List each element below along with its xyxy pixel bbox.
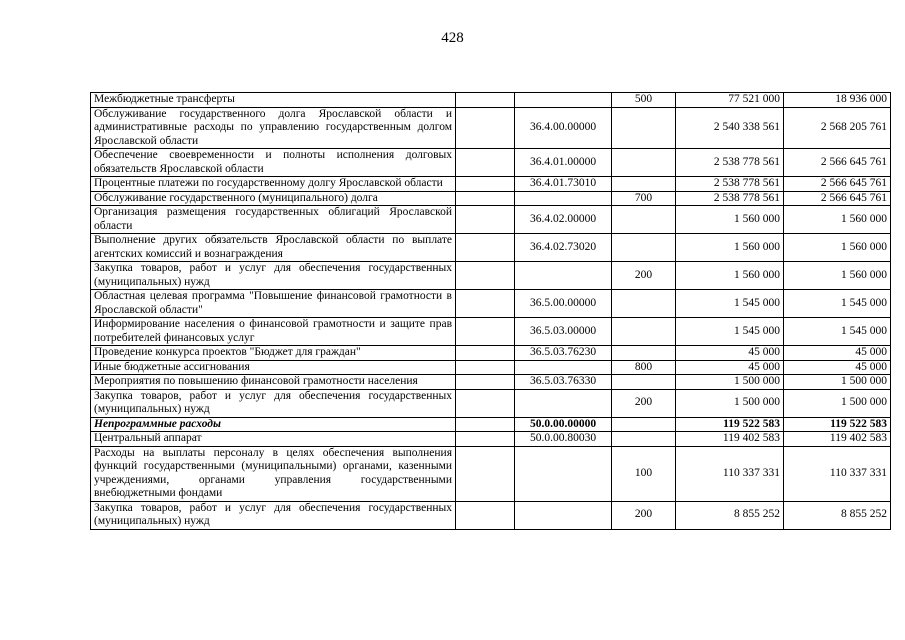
row-type-cell [612, 318, 676, 346]
table-row [91, 375, 891, 390]
row-name-cell: Выполнение других обязательств Ярославской области по выплате агентских комиссий и вознаграждения [91, 234, 456, 262]
row-sum-second-cell: 1 560 000 [784, 206, 891, 234]
row-blank-cell [456, 432, 515, 447]
row-blank-cell [456, 417, 515, 432]
budget-table-body [91, 93, 891, 530]
row-type-cell: 800 [612, 360, 676, 375]
row-type-cell [612, 432, 676, 447]
row-sum-second-cell: 2 566 645 761 [784, 191, 891, 206]
row-sum-first-cell: 1 500 000 [676, 375, 784, 390]
row-name-cell: Информирование населения о финансовой грамотности и защите прав потребителей финансовых услуг [91, 318, 456, 346]
row-name-cell: Закупка товаров, работ и услуг для обеспечения государственных (муниципальных) нужд [91, 262, 456, 290]
row-name-cell: Непрограммные расходы [91, 417, 456, 432]
row-type-cell: 500 [612, 93, 676, 108]
row-sum-first-cell: 1 560 000 [676, 262, 784, 290]
row-blank-cell [456, 375, 515, 390]
row-blank-cell [456, 206, 515, 234]
row-name-cell: Проведение конкурса проектов "Бюджет для граждан" [91, 346, 456, 361]
row-code-cell: 36.5.00.00000 [515, 290, 612, 318]
row-sum-second-cell: 45 000 [784, 346, 891, 361]
row-sum-first-cell: 2 538 778 561 [676, 177, 784, 192]
row-sum-second-cell: 2 568 205 761 [784, 107, 891, 149]
row-sum-first-cell: 119 402 583 [676, 432, 784, 447]
row-sum-first-cell: 1 560 000 [676, 234, 784, 262]
row-type-cell: 100 [612, 446, 676, 501]
row-sum-first-cell: 2 538 778 561 [676, 149, 784, 177]
row-sum-first-cell: 2 538 778 561 [676, 191, 784, 206]
table-row [91, 191, 891, 206]
row-name-cell: Закупка товаров, работ и услуг для обеспечения государственных (муниципальных) нужд [91, 501, 456, 529]
table-row [91, 501, 891, 529]
row-sum-first-cell: 45 000 [676, 346, 784, 361]
row-code-cell [515, 446, 612, 501]
row-code-cell: 36.4.01.00000 [515, 149, 612, 177]
table-row [91, 206, 891, 234]
row-blank-cell [456, 191, 515, 206]
table-row [91, 93, 891, 108]
row-sum-first-cell: 1 545 000 [676, 290, 784, 318]
table-row [91, 346, 891, 361]
row-code-cell [515, 501, 612, 529]
row-code-cell [515, 191, 612, 206]
table-row [91, 360, 891, 375]
row-code-cell: 36.5.03.76330 [515, 375, 612, 390]
table-row [91, 149, 891, 177]
row-type-cell [612, 206, 676, 234]
row-sum-second-cell: 2 566 645 761 [784, 149, 891, 177]
row-sum-second-cell: 45 000 [784, 360, 891, 375]
row-sum-first-cell: 8 855 252 [676, 501, 784, 529]
row-sum-second-cell: 2 566 645 761 [784, 177, 891, 192]
row-name-cell: Центральный аппарат [91, 432, 456, 447]
row-name-cell: Межбюджетные трансферты [91, 93, 456, 108]
row-type-cell [612, 234, 676, 262]
table-row [91, 290, 891, 318]
budget-table [90, 92, 891, 530]
row-blank-cell [456, 93, 515, 108]
row-code-cell: 50.0.00.80030 [515, 432, 612, 447]
row-type-cell [612, 417, 676, 432]
table-row [91, 432, 891, 447]
row-sum-second-cell: 119 402 583 [784, 432, 891, 447]
row-type-cell [612, 177, 676, 192]
row-code-cell: 50.0.00.00000 [515, 417, 612, 432]
row-blank-cell [456, 389, 515, 417]
row-code-cell: 36.5.03.76230 [515, 346, 612, 361]
row-name-cell: Обеспечение своевременности и полноты исполнения долговых обязательств Ярославской области [91, 149, 456, 177]
row-sum-first-cell: 119 522 583 [676, 417, 784, 432]
row-code-cell [515, 389, 612, 417]
row-code-cell: 36.4.01.73010 [515, 177, 612, 192]
row-type-cell: 200 [612, 501, 676, 529]
row-type-cell: 200 [612, 262, 676, 290]
row-blank-cell [456, 107, 515, 149]
row-name-cell: Процентные платежи по государственному долгу Ярославской области [91, 177, 456, 192]
row-sum-first-cell: 2 540 338 561 [676, 107, 784, 149]
row-name-cell: Закупка товаров, работ и услуг для обеспечения государственных (муниципальных) нужд [91, 389, 456, 417]
table-row [91, 318, 891, 346]
row-name-cell: Расходы на выплаты персоналу в целях обеспечения выполнения функций государственными (муниципальными) органами, казенными учреждениями, органами управления государственными внебюджетными фондами [91, 446, 456, 501]
table-row [91, 446, 891, 501]
row-code-cell: 36.4.02.00000 [515, 206, 612, 234]
table-row [91, 389, 891, 417]
row-blank-cell [456, 446, 515, 501]
row-blank-cell [456, 346, 515, 361]
row-name-cell: Областная целевая программа "Повышение финансовой грамотности в Ярославской области" [91, 290, 456, 318]
row-blank-cell [456, 290, 515, 318]
row-sum-first-cell: 1 545 000 [676, 318, 784, 346]
row-sum-second-cell: 110 337 331 [784, 446, 891, 501]
page-number: 428 [441, 30, 464, 46]
row-blank-cell [456, 501, 515, 529]
table-row [91, 177, 891, 192]
row-blank-cell [456, 318, 515, 346]
row-type-cell: 200 [612, 389, 676, 417]
row-code-cell [515, 360, 612, 375]
row-sum-second-cell: 1 545 000 [784, 290, 891, 318]
row-blank-cell [456, 149, 515, 177]
row-blank-cell [456, 360, 515, 375]
table-row [91, 262, 891, 290]
row-sum-first-cell: 1 560 000 [676, 206, 784, 234]
row-type-cell [612, 375, 676, 390]
row-code-cell [515, 262, 612, 290]
row-name-cell: Обслуживание государственного (муниципального) долга [91, 191, 456, 206]
row-sum-first-cell: 77 521 000 [676, 93, 784, 108]
table-row [91, 234, 891, 262]
row-name-cell: Мероприятия по повышению финансовой грамотности населения [91, 375, 456, 390]
row-type-cell [612, 346, 676, 361]
row-type-cell: 700 [612, 191, 676, 206]
row-blank-cell [456, 177, 515, 192]
row-code-cell: 36.4.02.73020 [515, 234, 612, 262]
row-sum-second-cell: 1 500 000 [784, 375, 891, 390]
row-sum-second-cell: 1 500 000 [784, 389, 891, 417]
row-code-cell: 36.5.03.00000 [515, 318, 612, 346]
row-blank-cell [456, 234, 515, 262]
row-sum-first-cell: 1 500 000 [676, 389, 784, 417]
table-row [91, 107, 891, 149]
row-name-cell: Организация размещения государственных облигаций Ярославской области [91, 206, 456, 234]
row-type-cell [612, 107, 676, 149]
row-sum-second-cell: 119 522 583 [784, 417, 891, 432]
row-sum-first-cell: 110 337 331 [676, 446, 784, 501]
row-sum-second-cell: 18 936 000 [784, 93, 891, 108]
row-sum-second-cell: 1 560 000 [784, 234, 891, 262]
row-name-cell: Обслуживание государственного долга Ярославской области и административные расходы по управлению государственным долгом Ярославской области [91, 107, 456, 149]
row-sum-first-cell: 45 000 [676, 360, 784, 375]
row-code-cell [515, 93, 612, 108]
row-sum-second-cell: 8 855 252 [784, 501, 891, 529]
row-sum-second-cell: 1 560 000 [784, 262, 891, 290]
row-type-cell [612, 290, 676, 318]
row-blank-cell [456, 262, 515, 290]
table-row [91, 417, 891, 432]
row-name-cell: Иные бюджетные ассигнования [91, 360, 456, 375]
row-code-cell: 36.4.00.00000 [515, 107, 612, 149]
row-type-cell [612, 149, 676, 177]
row-sum-second-cell: 1 545 000 [784, 318, 891, 346]
